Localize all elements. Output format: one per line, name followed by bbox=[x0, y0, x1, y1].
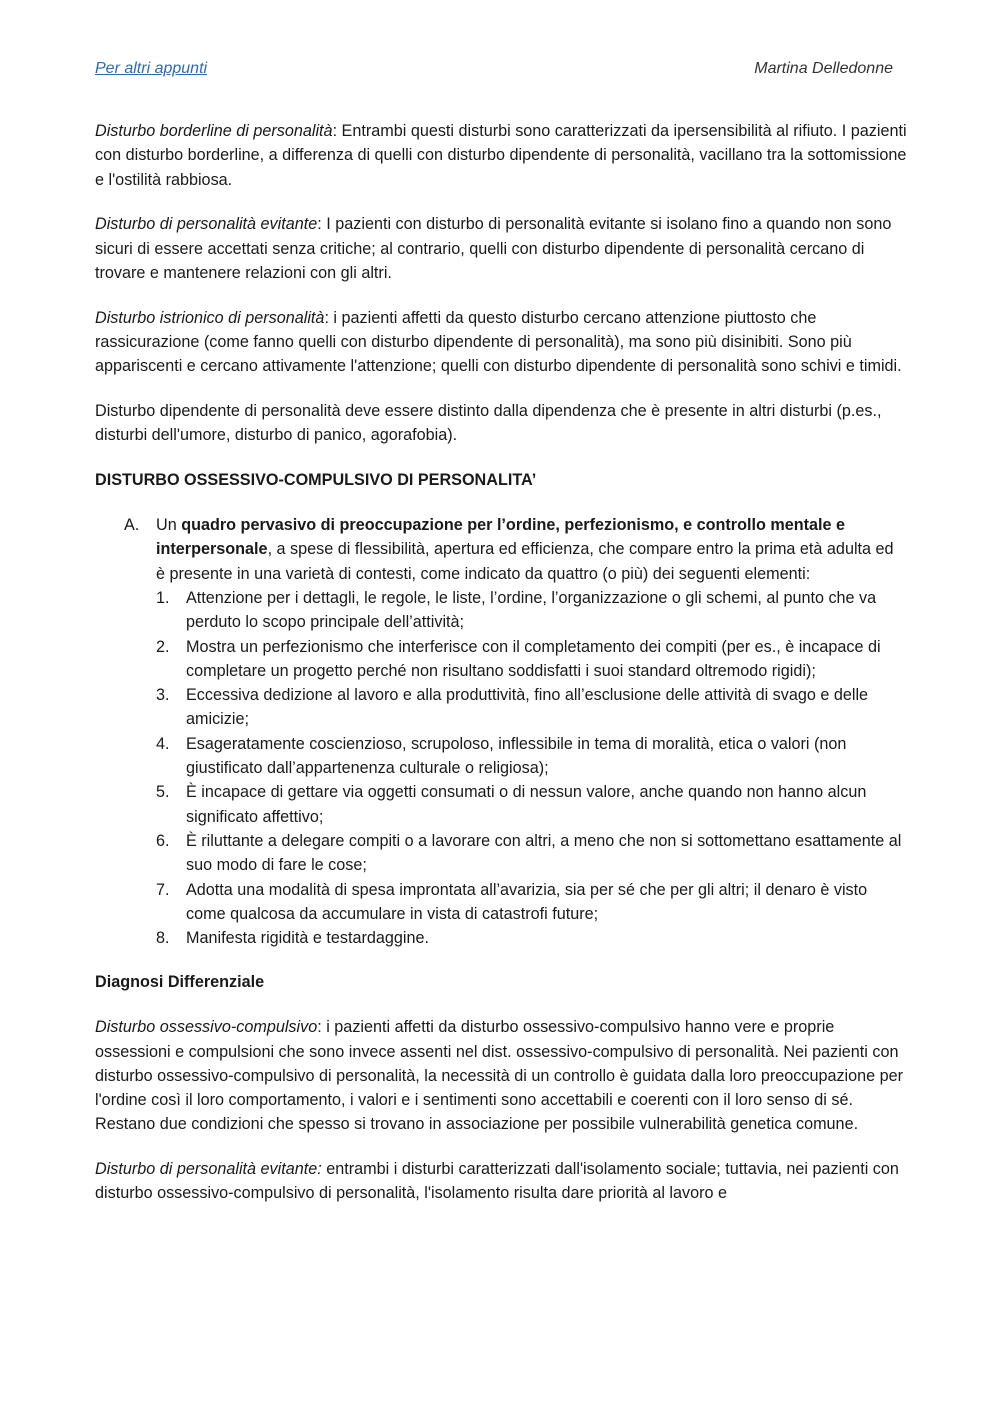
author-name: Martina Delledonne bbox=[754, 60, 893, 77]
page-header bbox=[95, 60, 893, 84]
item-number: 7. bbox=[156, 880, 170, 899]
item-number: 5. bbox=[156, 783, 170, 802]
list-item bbox=[156, 683, 907, 732]
item-number: 2. bbox=[156, 637, 170, 656]
section-heading: DISTURBO OSSESSIVO-COMPULSIVO DI PERSONALITA’ bbox=[95, 471, 537, 490]
item-number: 4. bbox=[156, 734, 170, 753]
criterion-post: , a spese di flessibilità, apertura ed efficienza, che compare entro la prima età adulta ed è presente in una varietà di contesti, come indicato da quattro (o più) dei seguenti elementi: bbox=[156, 540, 894, 583]
criterion-pre: Un bbox=[156, 516, 182, 535]
notes-link[interactable]: Per altri appunti bbox=[95, 60, 208, 77]
list-item bbox=[156, 732, 907, 781]
list-item bbox=[156, 829, 907, 878]
diagnosis-heading: Diagnosi Differenziale bbox=[95, 973, 265, 992]
paragraph-borderline bbox=[95, 119, 907, 192]
item-text: Eccessiva dedizione al lavoro e alla produttività, fino all’esclusione delle attività di svago e delle amicizie; bbox=[186, 686, 869, 729]
paragraph-text: : i pazienti affetti da disturbo ossessivo-compulsivo hanno vere e proprie ossessioni e compulsioni che sono invece assenti nel dist. ossessivo-compulsivo di personalità. Nei pazienti con disturbo ossessivo-compulsivo di personalità, la necessità di un controllo è guidata dalla loro preoccupazione per l'ordine così il loro comportamento, i valori e i sentimenti sono accettabili e coerenti con il loro senso di sé. Restano due condizioni che spesso si trovano in associazione per possibile vulnerabilità genetica comune. bbox=[95, 1018, 904, 1134]
criterion-marker: A. bbox=[124, 516, 140, 535]
item-number: 6. bbox=[156, 831, 170, 850]
item-text: Manifesta rigidità e testardaggine. bbox=[186, 929, 429, 948]
list-item bbox=[156, 926, 907, 950]
criterion-a bbox=[95, 513, 907, 950]
list-item bbox=[156, 635, 907, 684]
document-body bbox=[95, 119, 907, 1226]
item-number: 3. bbox=[156, 686, 170, 705]
list-item bbox=[156, 878, 907, 927]
paragraph-ocd bbox=[95, 1015, 907, 1136]
item-number: 8. bbox=[156, 929, 170, 948]
item-text: È incapace di gettare via oggetti consumati o di nessun valore, anche quando non hanno alcun significato affettivo; bbox=[186, 783, 867, 826]
paragraph-text: : Entrambi questi disturbi sono caratterizzati da ipersensibilità al rifiuto. I pazienti con disturbo borderline, a differenza di quelli con disturbo dipendente di personalità, vacillano tra la sottomissione e l'ostilità rabbiosa. bbox=[95, 122, 907, 189]
list-item bbox=[156, 586, 907, 635]
paragraph-avoidant bbox=[95, 212, 907, 285]
item-text: Adotta una modalità di spesa improntata all’avarizia, sia per sé che per gli altri; il denaro è visto come qualcosa da accumulare in vista di catastrofi future; bbox=[186, 880, 868, 923]
paragraph-lead: Disturbo ossessivo-compulsivo bbox=[95, 1018, 318, 1037]
item-number: 1. bbox=[156, 588, 170, 607]
paragraph-lead: Disturbo borderline di personalità bbox=[95, 122, 333, 140]
item-text: Mostra un perfezionismo che interferisce con il completamento dei compiti (per es., è incapace di completare un progetto perché non risultano soddisfatti i suoi standard oltremodo rigidi); bbox=[186, 637, 881, 680]
paragraph-lead: Disturbo di personalità evitante: bbox=[95, 1160, 322, 1179]
item-text: Attenzione per i dettagli, le regole, le liste, l’ordine, l’organizzazione o gli schemi, al punto che va perduto lo scopo principale dell’attività; bbox=[186, 588, 877, 632]
paragraph-text: entrambi i disturbi caratterizzati dall'isolamento sociale; tuttavia, nei pazienti con disturbo ossessivo-compulsivo di personalità, l'isolamento risulta dare priorità al lavoro e bbox=[95, 1160, 899, 1203]
item-text: È riluttante a delegare compiti o a lavorare con altri, a meno che non si sottomettano esattamente al suo modo di fare le cose; bbox=[186, 831, 902, 875]
criterion-bold: quadro pervasivo di preoccupazione per l’ordine, perfezionismo, e controllo mentale e interpersonale bbox=[156, 516, 846, 559]
paragraph-text: : i pazienti affetti da questo disturbo cercano attenzione piuttosto che rassicurazione (come fanno quelli con disturbo dipendente di personalità), ma sono più disinibiti. Sono più appariscenti e cercano attivamente l'attenzione; quelli con disturbo dipendente di personalità sono schivi e timidi. bbox=[95, 308, 902, 376]
paragraph-avoidant-diff bbox=[95, 1157, 907, 1206]
paragraph-lead: Disturbo di personalità evitante bbox=[95, 215, 318, 234]
paragraph-text: : I pazienti con disturbo di personalità evitante si isolano fino a quando non sono sicuri di essere accettati senza critiche; al contrario, quelli con disturbo dipendente di personalità cercano di trovare e mantenere relazioni con gli altri. bbox=[95, 215, 892, 282]
list-item bbox=[156, 780, 907, 829]
criterion-items bbox=[156, 586, 907, 950]
paragraph-lead: Disturbo istrionico di personalità bbox=[95, 308, 325, 327]
paragraph-dependent: Disturbo dipendente di personalità deve essere distinto dalla dipendenza che è presente in altri disturbi (p.es., disturbi dell'umore, disturbo di panico, agorafobia). bbox=[95, 402, 882, 445]
paragraph-histrionic bbox=[95, 306, 907, 379]
criteria-list bbox=[95, 513, 907, 950]
item-text: Esageratamente coscienzioso, scrupoloso, inflessibile in tema di moralità, etica o valori (non giustificato dall’appartenenza culturale o religiosa); bbox=[186, 734, 847, 778]
